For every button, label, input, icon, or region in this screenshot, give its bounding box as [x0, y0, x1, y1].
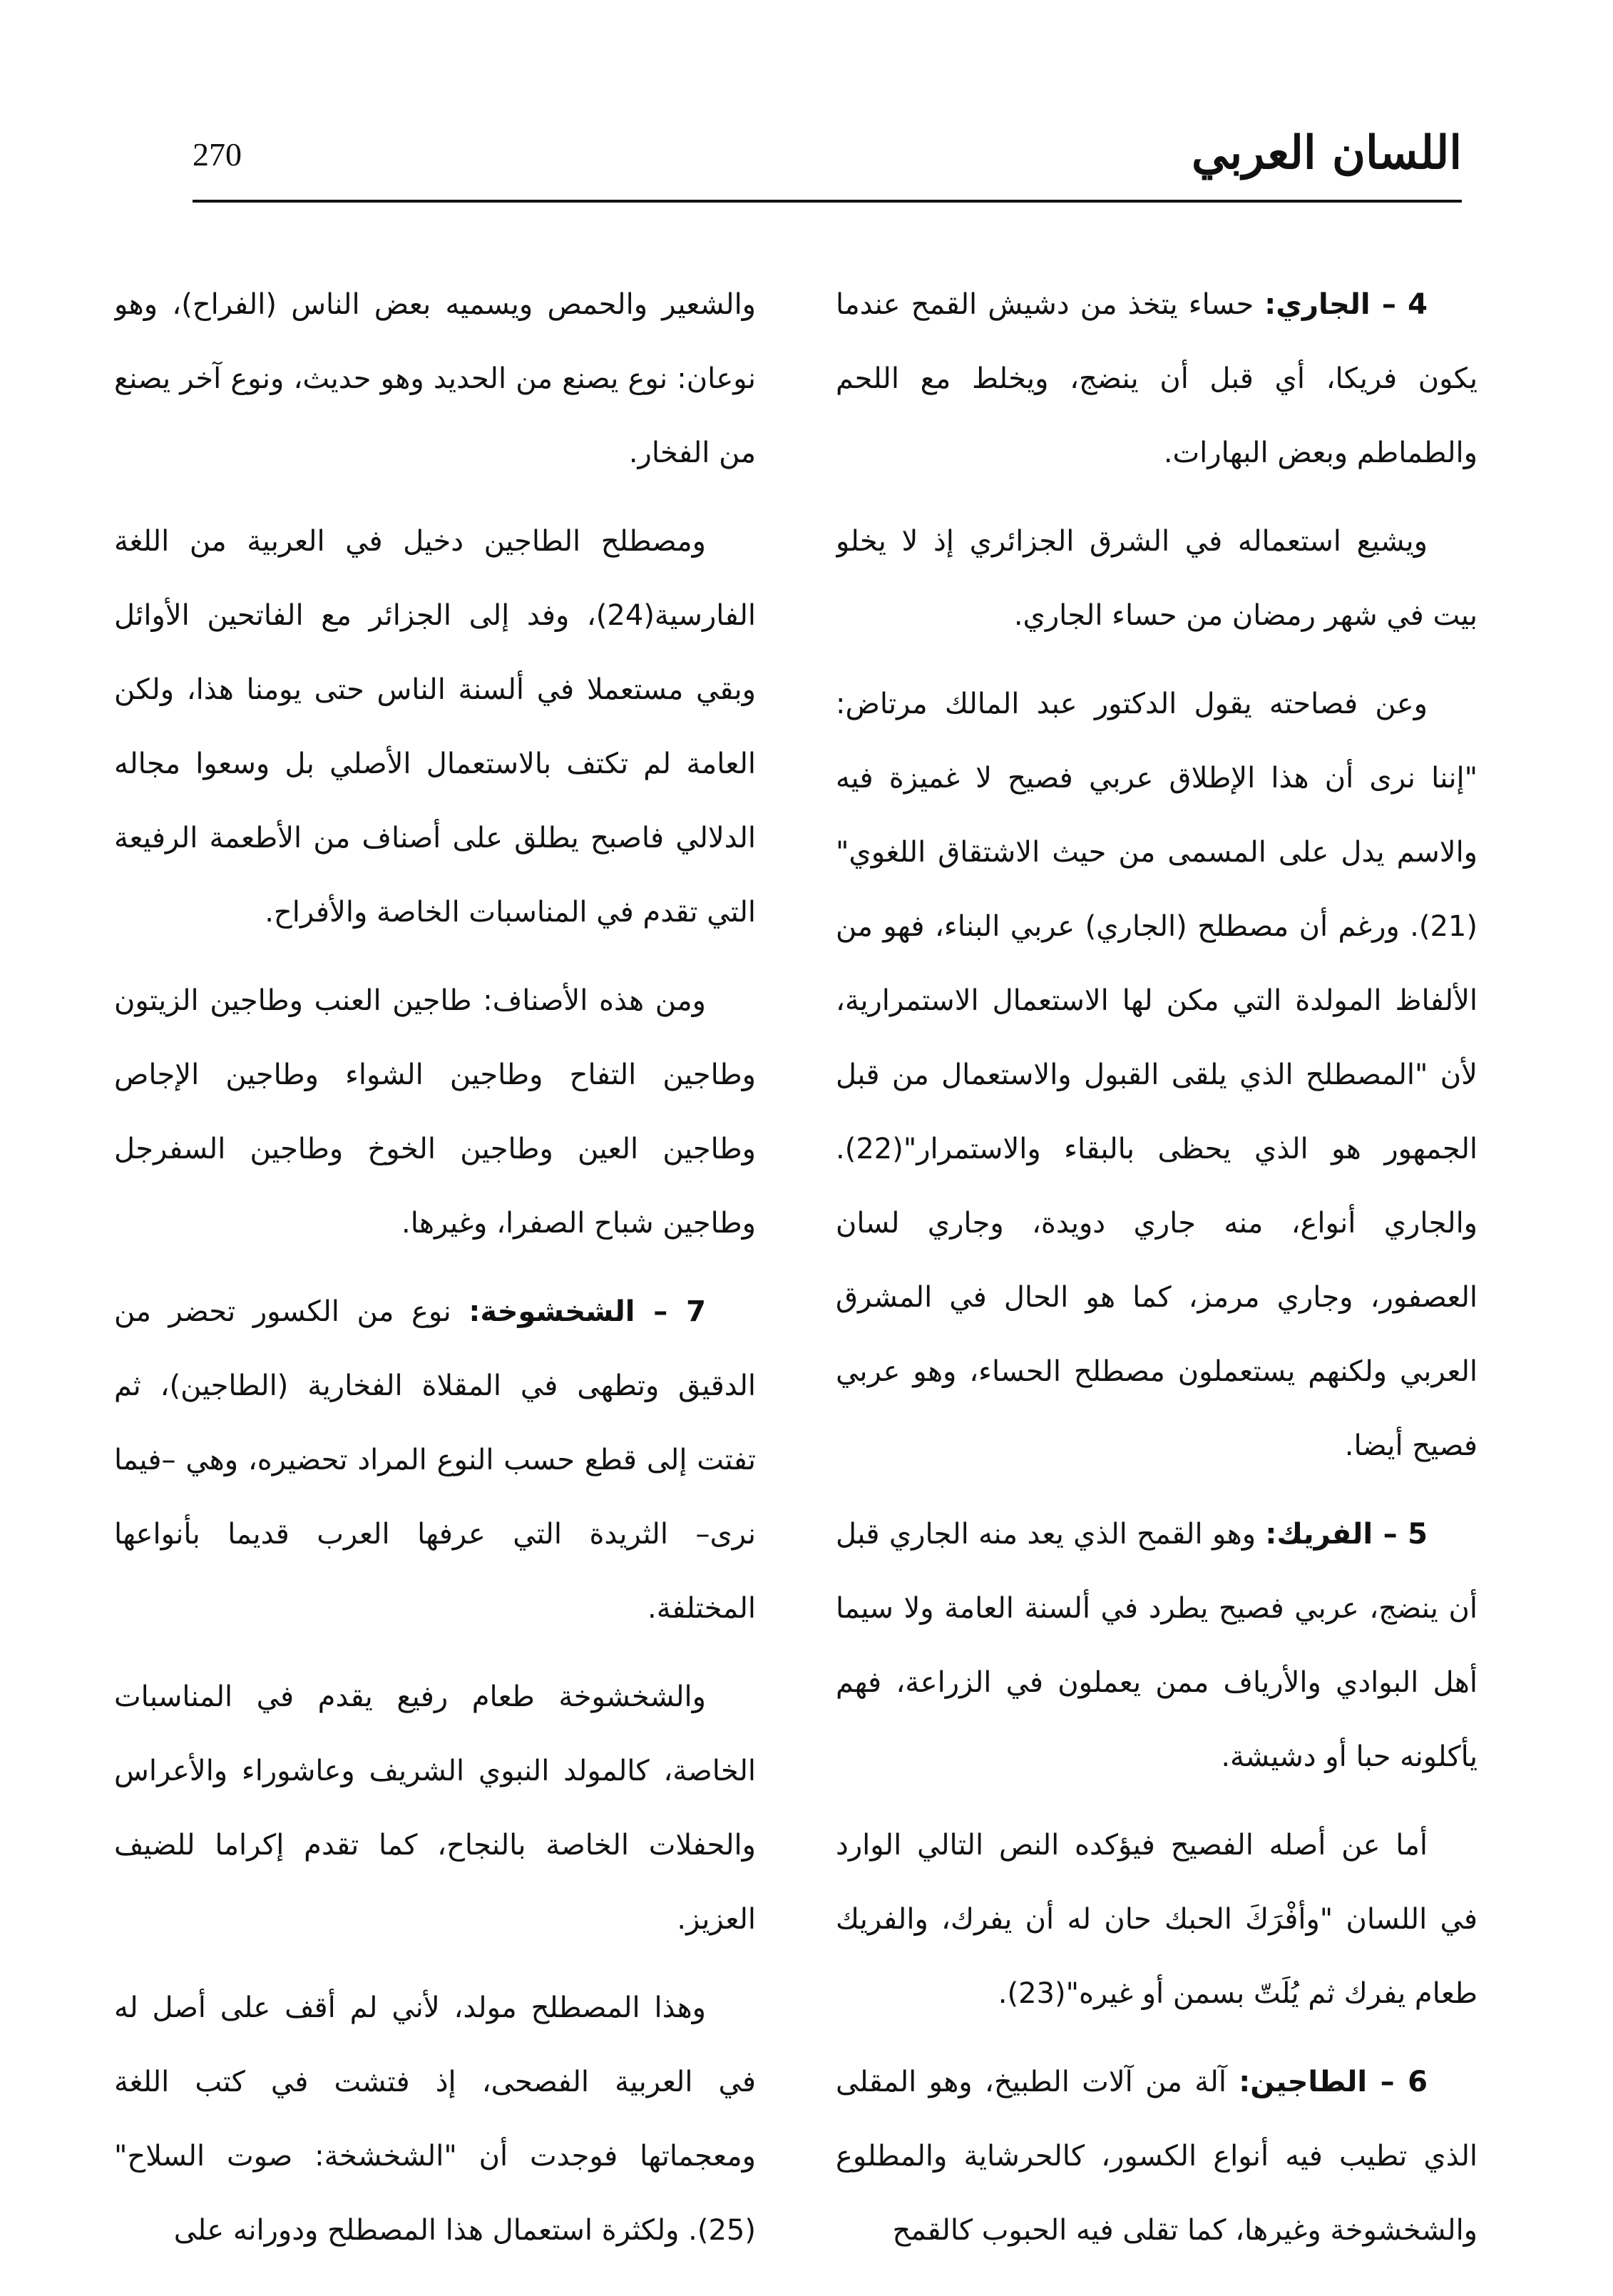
paragraph-text: والشعير والحمص ويسميه بعض الناس (الفراح)، وهو نوعان: نوع يصنع من الحديد وهو حديث، ونوع آخر يصنع من الفخار. [114, 288, 756, 469]
paragraph [836, 504, 1478, 653]
paragraph-text: ومصطلح الطاجين دخيل في العربية من اللغة الفارسية(24)، وفد إلى الجزائر مع الفاتحين الأوائل وبقي مستعملا في ألسنة الناس حتى يومنا هذا، ولكن العامة لم تكتف بالاستعمال الأصلي بل وسعوا مجاله الدلالي فاصبح يطلق على أصناف من الأطعمة الرفيعة التي تقدم في المناسبات الخاصة والأفراح. [114, 525, 756, 929]
paragraph [836, 1497, 1478, 1794]
paragraph-text: حساء يتخذ من دشيش القمح عندما يكون فريكا، أي قبل أن ينضج، ويخلط مع اللحم والطماطم وبعض البهارات. [836, 288, 1478, 469]
term-heading: 5 – الفريك: [1265, 1518, 1428, 1551]
paragraph-text: آلة من آلات الطبيخ، وهو المقلى الذي تطيب فيه أنواع الكسور، كالحرشاية والمطلوع والشخشوخة وغيرها، كما تقلى فيه الحبوب كالقمح [836, 2066, 1478, 2247]
paragraph-text: وهذا المصطلح مولد، لأني لم أقف على أصل له في العربية الفصحى، إذ فتشت في كتب اللغة ومعجماتها فوجدت أن "الشخشخة: صوت السلاح"(25). ولكثرة استعمال هذا المصطلح ودورانه على [114, 1991, 756, 2247]
paragraph-text: وعن فصاحته يقول الدكتور عبد المالك مرتاض: "إننا نرى أن هذا الإطلاق عربي فصيح لا غميزة فيه والاسم يدل على المسمى من حيث الاشتقاق اللغوي"(21). ورغم أن مصطلح (الجاري) عربي البناء، فهو من الألفاظ المولدة التي مكن لها الاستعمال الاستمرارية، لأن "المصطلح الذي يلقى القبول والاستعمال من قبل الجمهور هو الذي يحظى بالبقاء والاستمرار"(22). والجاري أنواع، منه جاري دويدة، وجاري لسان العصفور، وجاري مرمز، كما هو الحال في المشرق العربي ولكنهم يستعملون مصطلح الحساء، وهو عربي فصيح أيضا. [836, 688, 1478, 1462]
paragraph [114, 1971, 756, 2250]
left-column [114, 267, 756, 2250]
term-heading: 7 – الشخشوخة: [468, 1295, 706, 1328]
paragraph [836, 667, 1478, 1483]
page-header [193, 121, 1462, 203]
paragraph-text: ويشيع استعماله في الشرق الجزائري إذ لا يخلو بيت في شهر رمضان من حساء الجاري. [836, 525, 1478, 632]
paragraph-text: نوع من الكسور تحضر من الدقيق وتطهى في المقلاة الفخارية (الطاجين)، ثم تفتت إلى قطع حسب النوع المراد تحضيره، وهي –فيما نرى– الثريدة التي عرفها العرب قديما بأنواعها المختلفة. [114, 1295, 756, 1625]
paragraph-text: والشخشوخة طعام رفيع يقدم في المناسبات الخاصة، كالمولد النبوي الشريف وعاشوراء والأعراس والحفلات الخاصة بالنجاح، كما تقدم إكراما للضيف العزيز. [114, 1680, 756, 1936]
paragraph [114, 1660, 756, 1956]
paragraph-text: ومن هذه الأصناف: طاجين العنب وطاجين الزيتون وطاجين التفاح وطاجين الشواء وطاجين الإجاص وطاجين العين وطاجين الخوخ وطاجين السفرجل وطاجين شباح الصفرا، وغيرها. [114, 984, 756, 1240]
paragraph [114, 1275, 756, 1646]
paragraph [836, 267, 1478, 490]
paragraph [114, 964, 756, 1260]
right-column [836, 267, 1478, 2250]
paragraph-text: أما عن أصله الفصيح فيؤكده النص التالي الوارد في اللسان "وأفْرَكَ الحبك حان له أن يفرك، والفريك طعام يفرك ثم يُلَتّ بسمن أو غيره"(23). [836, 1829, 1478, 2010]
paragraph [836, 1808, 1478, 2031]
paragraph-text: وهو القمح الذي يعد منه الجاري قبل أن ينضج، عربي فصيح يطرد في ألسنة العامة ولا سيما أهل البوادي والأرياف ممن يعملون في الزراعة، فهم يأكلونه حبا أو دشيشة. [836, 1518, 1478, 1773]
paragraph [114, 504, 756, 949]
paragraph [836, 2045, 1478, 2250]
term-heading: 6 – الطاجين: [1239, 2066, 1428, 2098]
page-number: 270 [193, 136, 242, 173]
paragraph [114, 267, 756, 490]
term-heading: 4 – الجاري: [1264, 288, 1428, 321]
journal-title: اللسان العربي [1192, 126, 1462, 180]
